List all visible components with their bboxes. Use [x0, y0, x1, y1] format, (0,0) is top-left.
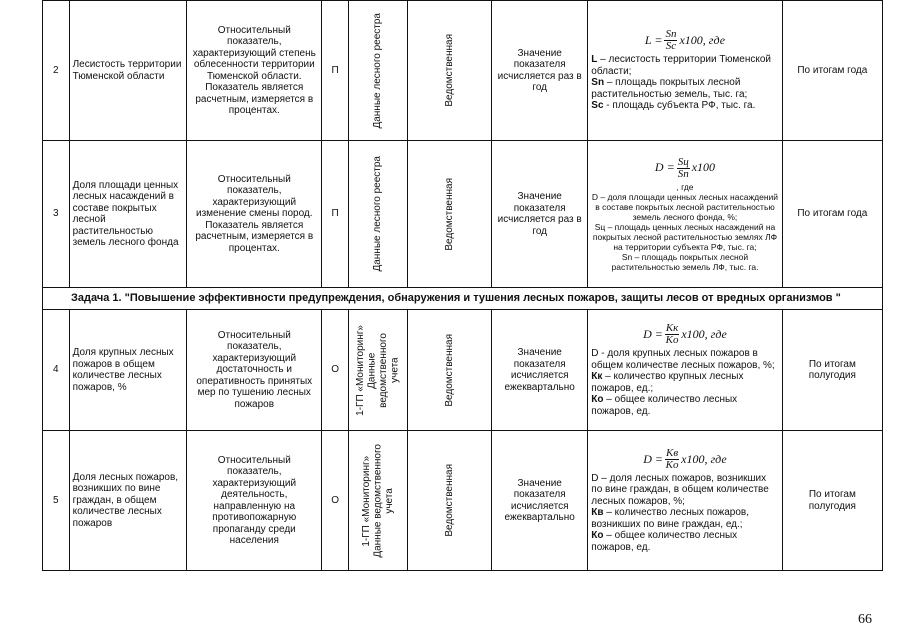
- formula-line: Sn – площадь покрытых лесной растительностью земель ЛФ, тыс. га.: [611, 251, 759, 272]
- indicator-type: П: [322, 141, 349, 288]
- formula-line: D – доля лесных пожаров, возникших по вине граждан, в общем количестве лесных пожаров, %;: [591, 472, 769, 507]
- formula-line: Sc - площадь субъекта РФ, тыс. га.: [591, 100, 756, 112]
- indicator-description: Относительный показатель, характеризующий изменение смены пород. Показатель является расчетным, измеряется в процентах.: [187, 141, 322, 288]
- reporting-type: Ведомственная: [443, 464, 455, 537]
- indicators-table: [42, 0, 883, 571]
- formula-cell: [588, 1, 782, 141]
- reporting-period: По итогам года: [782, 141, 882, 288]
- page-number: 66: [858, 612, 872, 627]
- reporting-period: По итогам полугодия: [782, 431, 882, 571]
- reporting-type: Ведомственная: [443, 34, 455, 107]
- formula: D = $\frac{Kв}{Ko}$ x100, где: [643, 446, 727, 471]
- formula-line: Ко – общее количество лесных пожаров, ед.: [591, 394, 738, 417]
- reporting-type: Ведомственная: [443, 333, 455, 407]
- indicator-type: О: [322, 431, 349, 571]
- formula-line: Кк – количество крупных лесных пожаров, ед.;: [591, 371, 744, 394]
- formula-line: , где: [676, 181, 694, 192]
- calculation-frequency: Значение показателя исчисляется раз в год: [492, 141, 588, 288]
- formula-line: Sn – площадь покрытых лесной растительностью земель, тыс. га;: [591, 77, 748, 100]
- indicator-description: Относительный показатель, характеризующий степень облесенности территории Тюменской области. Показатель является расчетным, измеряется в процентах.: [187, 1, 322, 141]
- row-number: 2: [43, 1, 70, 141]
- indicator-name: Доля лесных пожаров, возникших по вине граждан, в общем количестве лесных пожаров: [69, 431, 187, 571]
- formula: D = $\frac{Kк}{Ko}$ x100, где: [643, 322, 727, 346]
- data-source: 1-ГП «Мониторинг» Данные ведомственного учета: [360, 443, 395, 558]
- formula: D = $\frac{Sц}{Sn}$ x100: [654, 155, 716, 180]
- data-source: 1-ГП «Мониторинг» Данные ведомственного учета: [355, 324, 401, 416]
- formula: L = $\frac{Sn}{Sc}$ x100, где: [644, 28, 726, 53]
- indicator-name: Доля площади ценных лесных насаждений в составе покрытых лесной растительностью земель лесного фонда: [69, 141, 187, 288]
- formula-line: D - доля крупных лесных пожаров в общем количестве лесных пожаров, %;: [591, 348, 775, 371]
- reporting-period: По итогам полугодия: [782, 310, 882, 431]
- indicator-type: О: [322, 310, 349, 431]
- data-source: Данные лесного реестра: [372, 12, 384, 129]
- indicator-name: Доля крупных лесных пожаров в общем количестве лесных пожаров, %: [69, 310, 187, 431]
- formula-line: D – доля площади ценных лесных насаждений в составе покрытых лесной растительностью земель лесного фонда, %;: [591, 191, 779, 222]
- row-number: 4: [43, 310, 70, 431]
- formula-line: Sц – площадь ценных лесных насаждений на покрытых лесной растительностью землях ЛФ на территории субъекта РФ, тыс. га;: [592, 221, 778, 252]
- formula-cell: [588, 431, 782, 571]
- table-row: [43, 1, 883, 141]
- formula-cell: [588, 310, 782, 431]
- formula-cell: [588, 141, 782, 288]
- indicator-description: Относительный показатель, характеризующий деятельность, направленную на противопожарную пропаганду среди населения: [187, 431, 322, 571]
- table-row: [43, 431, 883, 571]
- formula-line: L – лесистость территории Тюменской области;: [591, 54, 772, 77]
- calculation-frequency: Значение показателя исчисляется ежеквартально: [492, 431, 588, 571]
- indicator-type: П: [322, 1, 349, 141]
- task-row: [43, 288, 883, 310]
- row-number: 3: [43, 141, 70, 288]
- calculation-frequency: Значение показателя исчисляется раз в год: [492, 1, 588, 141]
- formula-line: Ко – общее количество лесных пожаров, ед.: [591, 530, 738, 553]
- calculation-frequency: Значение показателя исчисляется ежеквартально: [492, 310, 588, 431]
- indicator-name: Лесистость территории Тюменской области: [69, 1, 187, 141]
- reporting-type: Ведомственная: [443, 177, 455, 251]
- reporting-period: По итогам года: [782, 1, 882, 141]
- data-source: Данные лесного реестра: [372, 156, 384, 272]
- table-row: [43, 310, 883, 431]
- task-title: Задача 1. "Повышение эффективности предупреждения, обнаружения и тушения лесных пожаров, защиты лесов от вредных организмов ": [43, 288, 883, 310]
- row-number: 5: [43, 431, 70, 571]
- indicator-description: Относительный показатель, характеризующий достаточность и оперативность принятых мер по тушению лесных пожаров: [187, 310, 322, 431]
- table-row: [43, 141, 883, 288]
- formula-line: Кв – количество лесных пожаров, возникших по вине граждан, ед.;: [591, 507, 750, 530]
